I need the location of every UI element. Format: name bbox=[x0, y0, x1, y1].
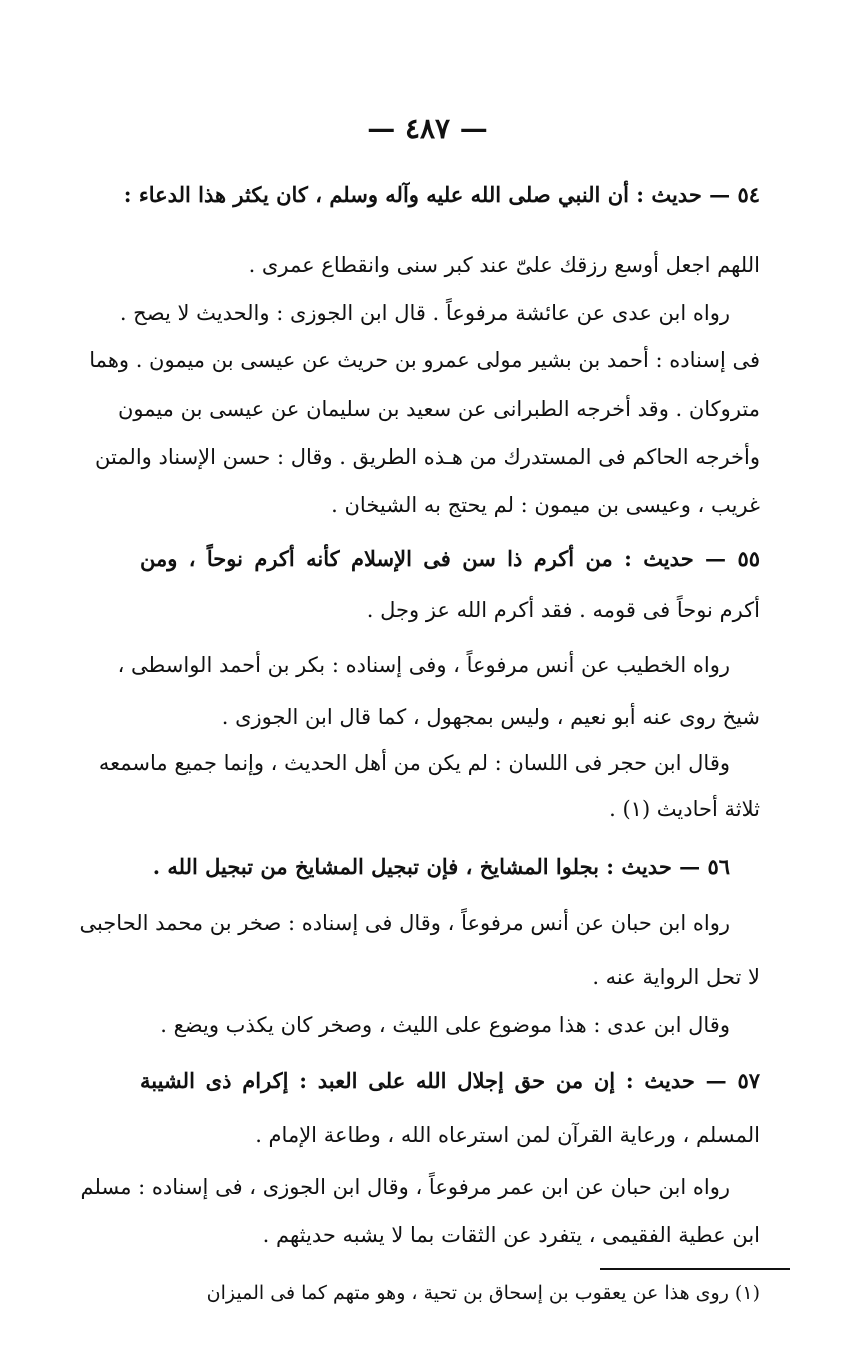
hadith-55-line-1: ٥٥ — حديث : من أكرم ذا سن فى الإسلام كأنه أكرم نوحاً ، ومن bbox=[140, 546, 760, 571]
hadith-56-line-1: ٥٦ — حديث : بجلوا المشايخ ، فإن تبجيل المشايخ من تبجيل الله . bbox=[152, 854, 730, 879]
commentary-56-line-3: وقال ابن عدى : هذا موضوع على الليث ، وصخر كان يكذب ويضع . bbox=[160, 1013, 730, 1037]
hadith-54-line-1: ٥٤ — حديث : أن النبي صلى الله عليه وآله وسلم ، كان يكثر هذا الدعاء : bbox=[123, 182, 760, 207]
hadith-54-line-2: اللهم اجعل أوسع رزقك علىّ عند كبر سنى وانقطاع عمرى . bbox=[248, 253, 760, 277]
footnote: (١) روى هذا عن يعقوب بن إسحاق بن تحية ، وهو متهم كما فى الميزان bbox=[206, 1282, 760, 1304]
commentary-55-line-2: شيخ روى عنه أبو نعيم ، وليس بمجهول ، كما قال ابن الجوزى . bbox=[221, 705, 760, 729]
commentary-55-line-3: وقال ابن حجر فى اللسان : لم يكن من أهل الحديث ، وإنما جميع ماسمعه bbox=[98, 751, 730, 775]
commentary-56-line-2: لا تحل الرواية عنه . bbox=[592, 965, 760, 989]
page-number: — ٤٨٧ — bbox=[367, 112, 488, 145]
commentary-54-line-4: وأخرجه الحاكم فى المستدرك من هـذه الطريق . وقال : حسن الإسناد والمتن bbox=[94, 445, 760, 469]
commentary-56-line-1: رواه ابن حبان عن أنس مرفوعاً ، وقال فى إسناده : صخر بن محمد الحاجبى bbox=[79, 911, 730, 935]
commentary-54-line-2: فى إسناده : أحمد بن بشير مولى عمرو بن حريث عن عيسى بن ميمون . وهما bbox=[89, 348, 760, 372]
commentary-54-line-3: متروكان . وقد أخرجه الطبرانى عن سعيد بن سليمان عن عيسى بن ميمون bbox=[117, 397, 760, 421]
hadith-57-line-1: ٥٧ — حديث : إن من حق إجلال الله على العبد : إكرام ذى الشيبة bbox=[140, 1068, 760, 1093]
commentary-57-line-1: رواه ابن حبان عن ابن عمر مرفوعاً ، وقال ابن الجوزى ، فى إسناده : مسلم bbox=[80, 1175, 730, 1199]
commentary-55-line-4: ثلاثة أحاديث (١) . bbox=[609, 797, 760, 821]
footnote-divider bbox=[600, 1268, 790, 1270]
commentary-54-line-5: غريب ، وعيسى بن ميمون : لم يحتج به الشيخان . bbox=[331, 493, 760, 517]
commentary-55-line-1: رواه الخطيب عن أنس مرفوعاً ، وفى إسناده : بكر بن أحمد الواسطى ، bbox=[117, 653, 730, 677]
commentary-54-line-1: رواه ابن عدى عن عائشة مرفوعاً . قال ابن الجوزى : والحديث لا يصح . bbox=[119, 301, 730, 325]
hadith-57-line-2: المسلم ، ورعاية القرآن لمن استرعاه الله ، وطاعة الإمام . bbox=[255, 1123, 760, 1147]
hadith-55-line-2: أكرم نوحاً فى قومه . فقد أكرم الله عز وجل . bbox=[366, 598, 760, 622]
commentary-57-line-2: ابن عطية الفقيمى ، يتفرد عن الثقات بما لا يشبه حديثهم . bbox=[262, 1223, 760, 1247]
